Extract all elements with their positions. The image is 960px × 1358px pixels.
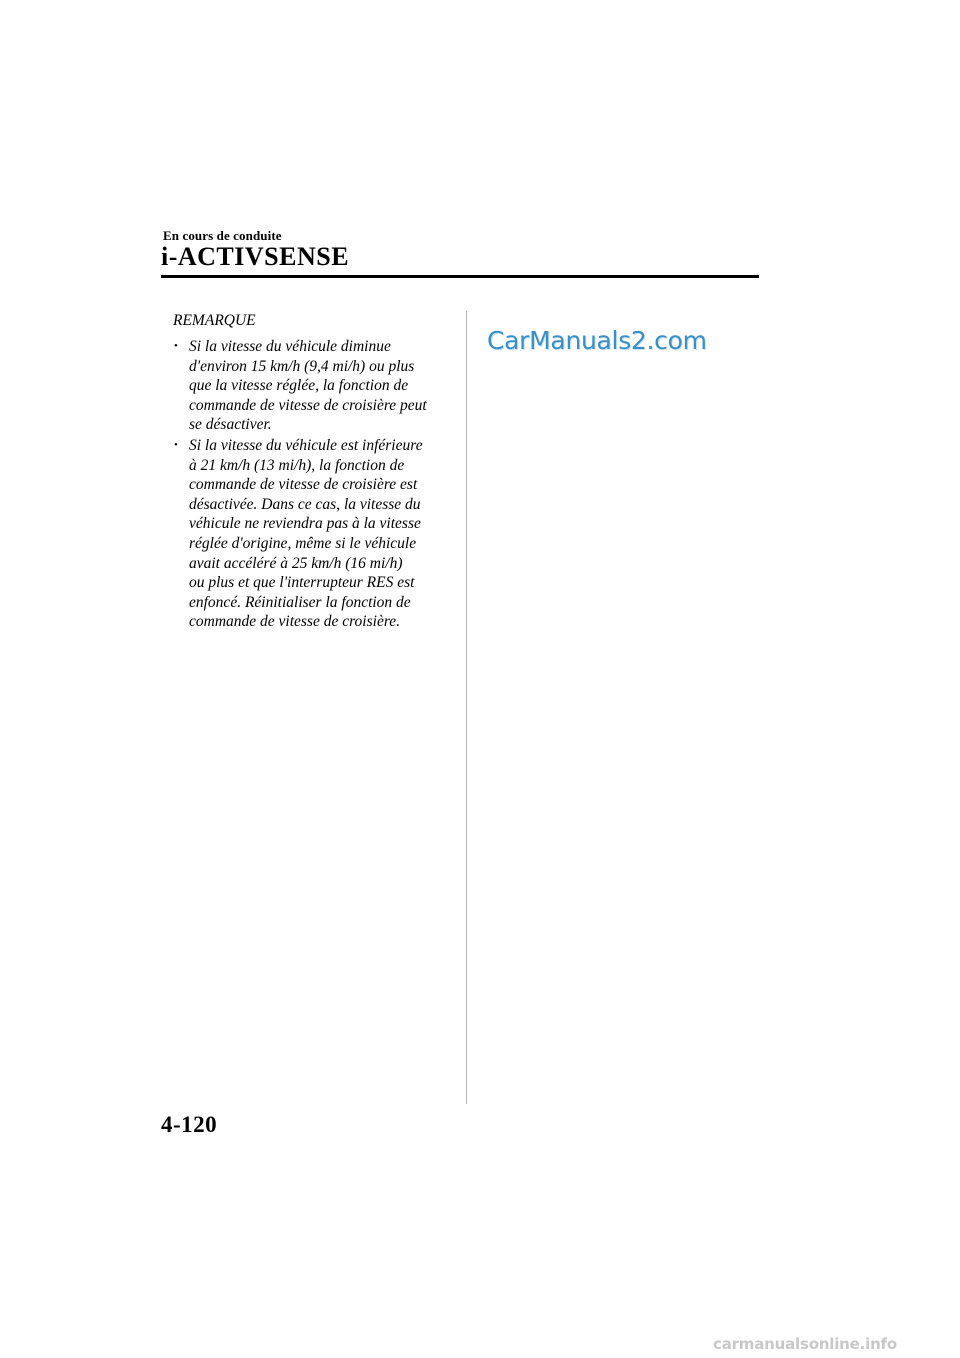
page-number: 4-120 bbox=[161, 1112, 218, 1137]
note-line: d'environ 15 km/h (9,4 mi/h) ou plus bbox=[189, 357, 415, 375]
note-line: commande de vitesse de croisière est bbox=[189, 476, 418, 494]
bullet-icon: • bbox=[174, 340, 178, 352]
note-line: commande de vitesse de croisière. bbox=[189, 613, 401, 631]
note-line: se désactiver. bbox=[189, 416, 272, 434]
chapter-title: i-ACTIVSENSE bbox=[161, 242, 350, 271]
note-heading: REMARQUE bbox=[173, 312, 256, 329]
note-line: réglée d'origine, même si le véhicule bbox=[189, 534, 417, 552]
note-line: désactivée. Dans ce cas, la vitesse du bbox=[189, 495, 421, 513]
note-line: avait accéléré à 25 km/h (16 mi/h) bbox=[189, 554, 403, 572]
note-list bbox=[173, 337, 443, 632]
note-item bbox=[173, 337, 443, 435]
column-divider bbox=[466, 311, 467, 1104]
section-label: En cours de conduite bbox=[163, 228, 282, 243]
note-box bbox=[173, 311, 443, 633]
note-line: ou plus et que l'interrupteur RES est bbox=[189, 574, 415, 592]
note-item bbox=[173, 436, 443, 632]
note-line: véhicule ne reviendra pas à la vitesse bbox=[189, 515, 421, 533]
bullet-icon: • bbox=[174, 438, 178, 451]
note-line: Si la vitesse du véhicule diminue bbox=[189, 338, 391, 355]
footer-site-link[interactable]: carmanualsonline.info bbox=[713, 1335, 897, 1353]
watermark-link[interactable]: CarManuals2.com bbox=[487, 326, 707, 355]
note-line: enfoncé. Réinitialiser la fonction de bbox=[189, 593, 411, 611]
note-line: Si la vitesse du véhicule est inférieure bbox=[189, 436, 423, 454]
header-rule bbox=[161, 275, 759, 278]
note-line: commande de vitesse de croisière peut bbox=[189, 396, 427, 414]
note-line: que la vitesse réglée, la fonction de bbox=[189, 377, 409, 395]
note-line: à 21 km/h (13 mi/h), la fonction de bbox=[189, 456, 405, 474]
